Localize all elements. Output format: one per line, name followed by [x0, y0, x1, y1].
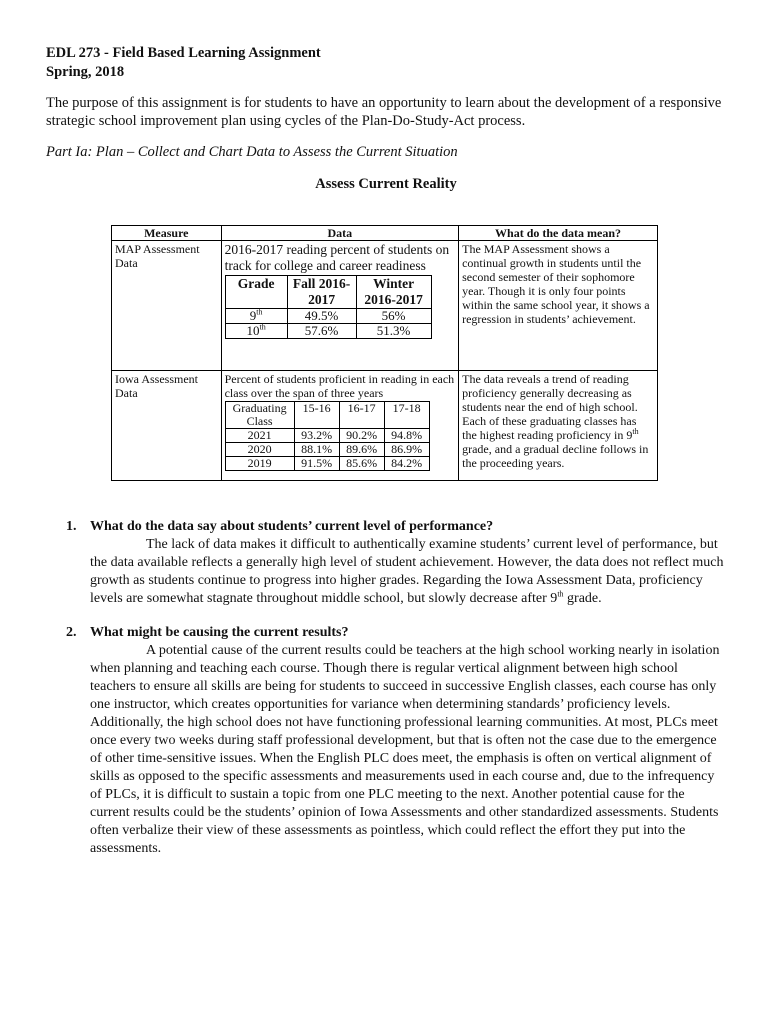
- iowa-col-1617: 16-17: [339, 402, 384, 429]
- question-2-heading: [46, 624, 726, 642]
- map-inner-table: [225, 275, 432, 339]
- iowa-inner-table: [225, 401, 430, 471]
- measure-iowa: Iowa Assessment Data: [112, 371, 222, 481]
- iowa-inner-header: [225, 402, 429, 429]
- map-inner-header: [225, 276, 431, 309]
- iowa-col-1516: 15-16: [294, 402, 339, 429]
- question-2-text: What might be causing the current results?: [90, 625, 349, 640]
- iowa-cell: 93.2%: [294, 429, 339, 443]
- section-title: Assess Current Reality: [315, 176, 457, 192]
- iowa-cell: 2021: [225, 429, 294, 443]
- table-row: [225, 457, 429, 471]
- iowa-cell: 94.8%: [384, 429, 429, 443]
- document-title: EDL 273 - Field Based Learning Assignment: [46, 45, 321, 61]
- table-row: [225, 309, 431, 324]
- meaning-map: The MAP Assessment shows a continual growth in students until the second semester of their sophomore year. Though it is only four points within the same school year, it shows a regression in students’ achievement.: [459, 241, 658, 371]
- measure-map: MAP Assessment Data: [112, 241, 222, 371]
- purpose-paragraph: The purpose of this assignment is for students to have an opportunity to learn about the development of a responsive strategic school improvement plan using cycles of the Plan-Do-Study-Act process.: [46, 95, 722, 129]
- iowa-caption: Percent of students proficient in reading in each class over the span of three years: [224, 372, 455, 400]
- question-2-number: 2.: [66, 625, 77, 640]
- data-iowa: [221, 371, 459, 481]
- iowa-col-1718: 17-18: [384, 402, 429, 429]
- answer-1: The lack of data makes it difficult to authentically examine students’ current level of performance, but the data available reflects a generally high level of student achievement. However, the data does not reflect much growth as students continue to progress into higher grades. Regarding the Iowa Assessment Data, proficiency levels are somewhat stagnate throughout middle school, but slowly decrease after 9th grade.: [90, 537, 724, 606]
- map-caption: 2016-2017 reading percent of students on track for college and career readiness: [224, 242, 450, 273]
- iowa-col-class: Graduating Class: [225, 402, 294, 429]
- question-2: [46, 624, 726, 858]
- map-grade-cell: 9th: [225, 309, 287, 324]
- answer-2: A potential cause of the current results could be teachers at the high school working nearly in isolation when planning and teaching each course. Though there is regular vertical alignment between high school teachers to ensure all skills are being for students to succeed in successive English classes, each course has only one instructor, which creates opportunities for variance when determining standards’ proficiency levels. Additionally, the high school does not have functioning professional learning communities. At most, PLCs meet once every two weeks during staff professional development, but that is often not the case due to the emergence of other time-sensitive issues. When the English PLC does meet, the emphasis is often on vertical alignment of skills as opposed to the specific assessments and measurements used in each course and, due to the infrequency of PLCs, it is difficult to sustain a topic from one PLC meeting to the next. Another potential cause for the current results could be the students’ opinion of Iowa Assessments and other standardized assessments. Students often verbalize their view of these assessments as pointless, which could reflect the effort they put into the assessments.: [90, 643, 720, 856]
- document-term: Spring, 2018: [46, 64, 125, 80]
- iowa-cell: 84.2%: [384, 457, 429, 471]
- iowa-cell: 86.9%: [384, 443, 429, 457]
- map-fall-cell: 49.5%: [287, 309, 356, 324]
- table-row: [225, 443, 429, 457]
- map-fall-cell: 57.6%: [287, 324, 356, 339]
- iowa-cell: 90.2%: [339, 429, 384, 443]
- assessment-table: [111, 225, 658, 481]
- question-1-text: What do the data say about students’ current level of performance?: [90, 519, 494, 534]
- questions-section: [46, 518, 726, 858]
- iowa-cell: 2019: [225, 457, 294, 471]
- header-data: Data: [221, 226, 459, 241]
- iowa-cell: 85.6%: [339, 457, 384, 471]
- table-row: [225, 324, 431, 339]
- map-col-fall: Fall 2016-2017: [287, 276, 356, 309]
- document-page: [46, 44, 726, 193]
- table-row-iowa: [112, 371, 658, 481]
- iowa-cell: 2020: [225, 443, 294, 457]
- data-map: [221, 241, 459, 371]
- iowa-cell: 88.1%: [294, 443, 339, 457]
- map-col-winter: Winter 2016-2017: [356, 276, 431, 309]
- part-heading: Part Ia: Plan – Collect and Chart Data to Assess the Current Situation: [46, 144, 458, 160]
- meaning-iowa: The data reveals a trend of reading proficiency generally decreasing as students near the end of high school. Each of these graduating classes has the highest reading proficiency in 9th grade, and a gradual decline follows in the proceeding years.: [459, 371, 658, 481]
- question-1-heading: [46, 518, 726, 536]
- iowa-cell: 89.6%: [339, 443, 384, 457]
- table-header-row: [112, 226, 658, 241]
- map-col-grade: Grade: [225, 276, 287, 309]
- map-winter-cell: 51.3%: [356, 324, 431, 339]
- table-row-map: [112, 241, 658, 371]
- iowa-cell: 91.5%: [294, 457, 339, 471]
- header-meaning: What do the data mean?: [459, 226, 658, 241]
- question-1-number: 1.: [66, 519, 77, 534]
- header-measure: Measure: [112, 226, 222, 241]
- table-row: [225, 429, 429, 443]
- map-winter-cell: 56%: [356, 309, 431, 324]
- question-1: [46, 518, 726, 608]
- map-grade-cell: 10th: [225, 324, 287, 339]
